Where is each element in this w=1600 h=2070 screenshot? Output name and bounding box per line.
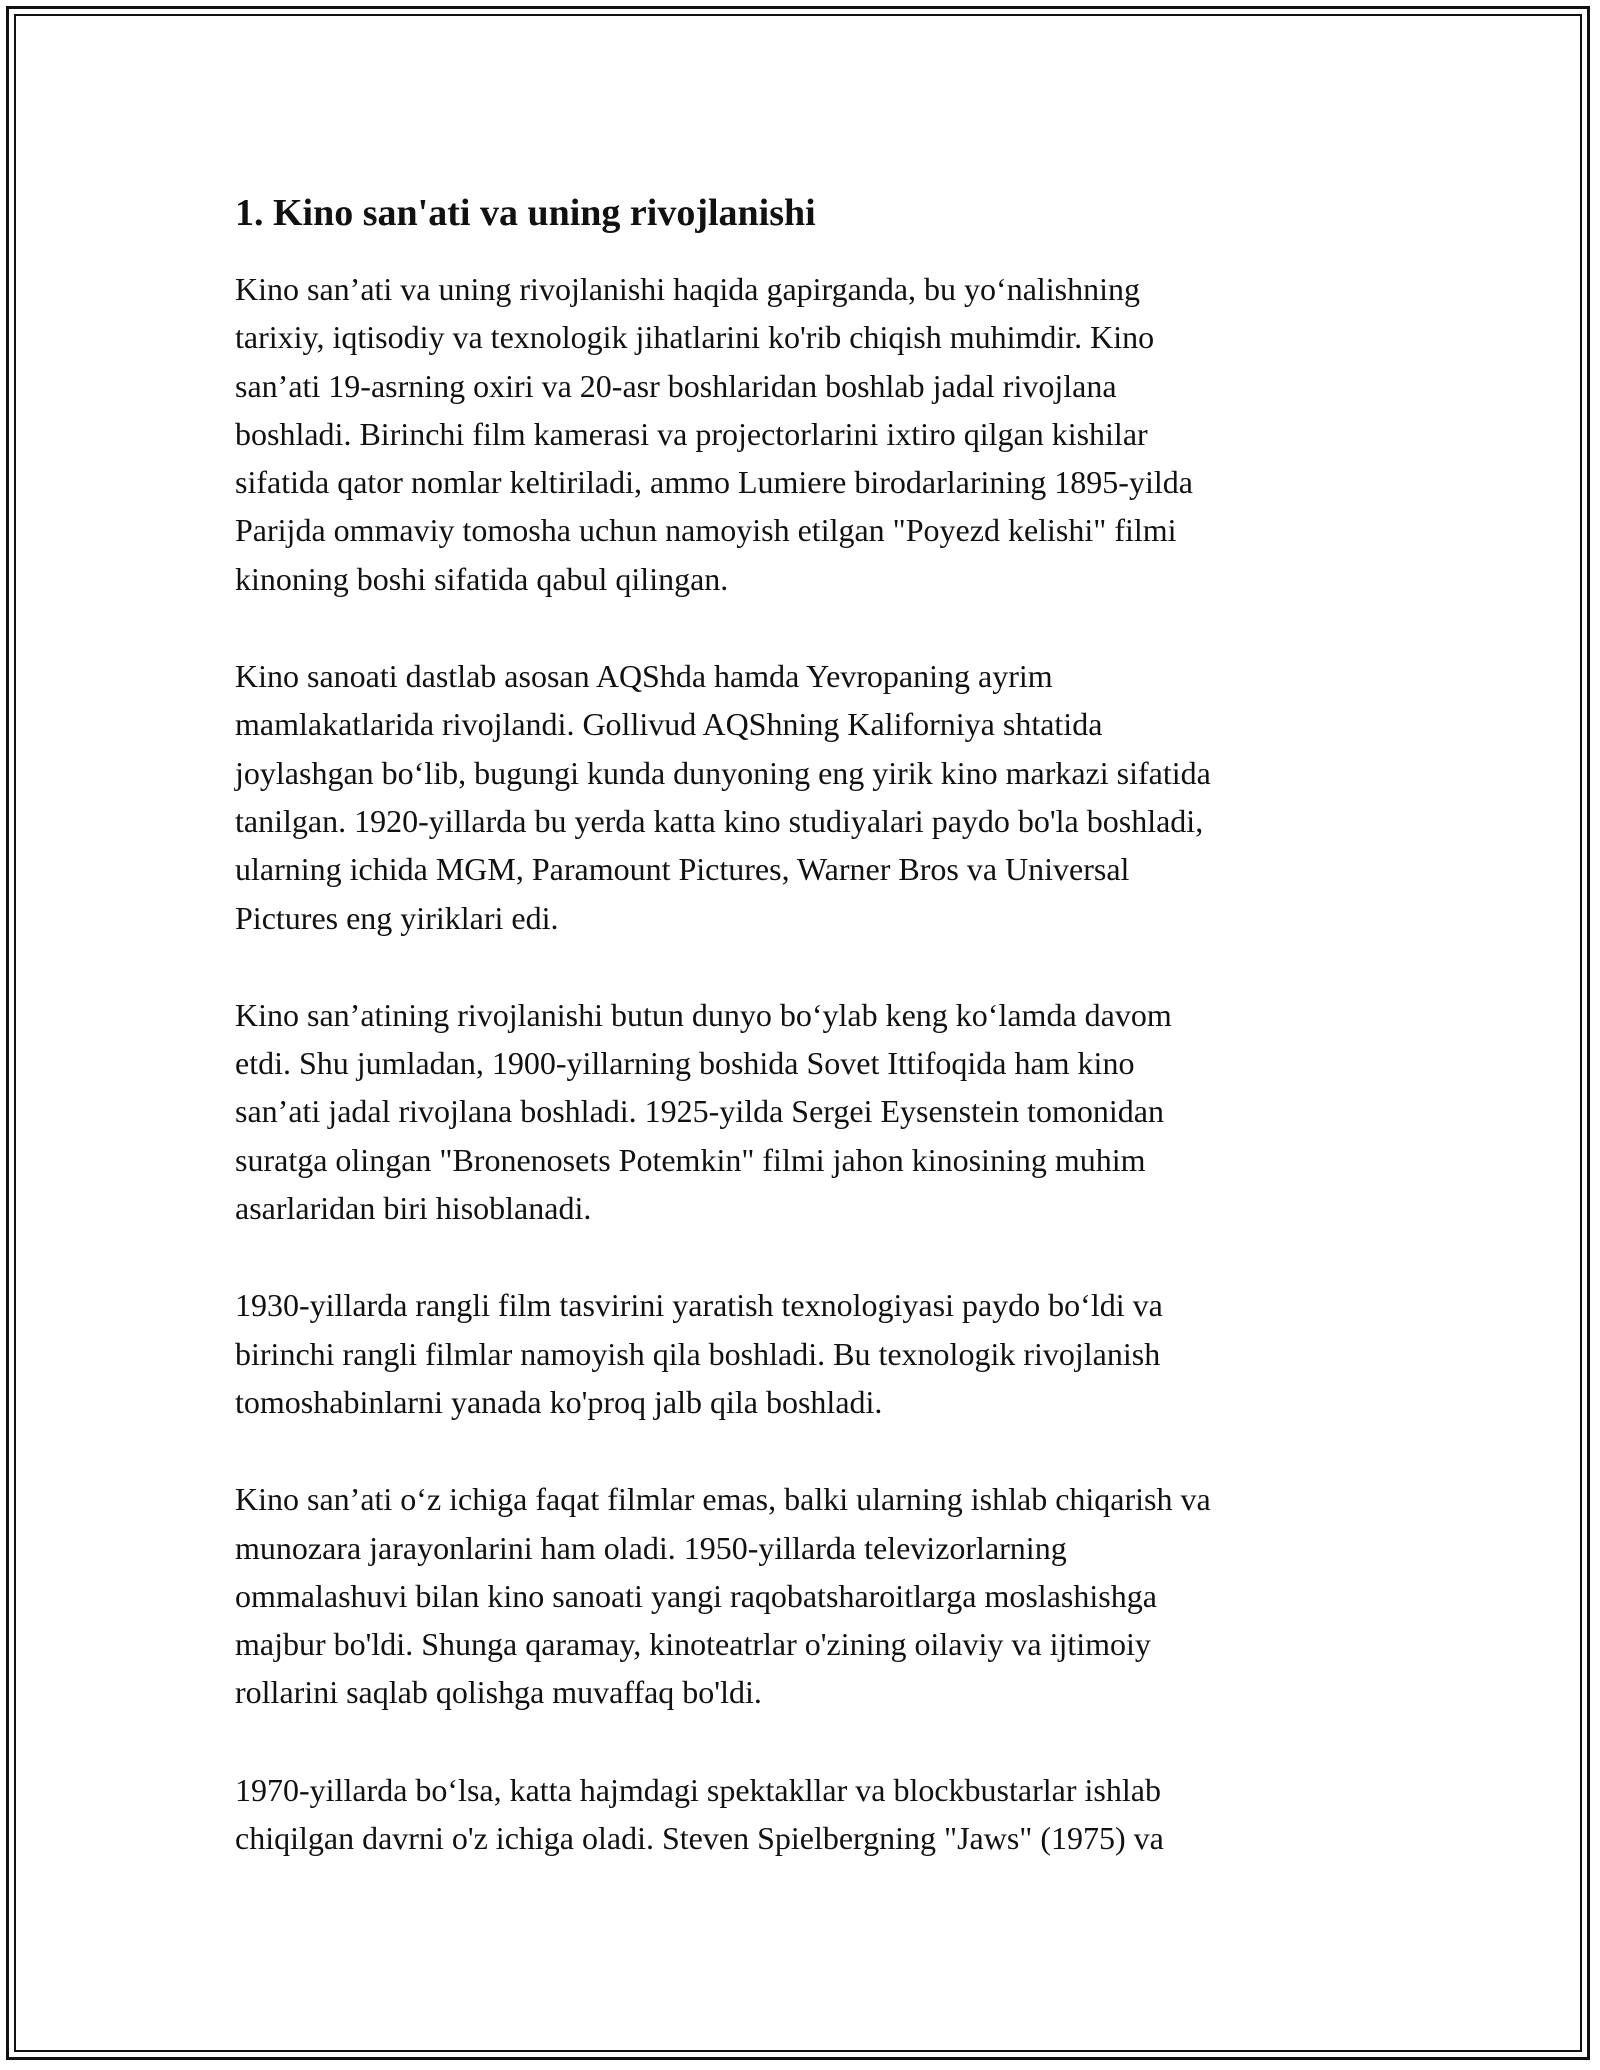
section-heading: 1. Kino san'ati va uning rivojlanishi bbox=[235, 192, 816, 234]
paragraph-4 bbox=[235, 1281, 1365, 1426]
text-line: munozara jarayonlarini ham oladi. 1950-yillarda televizorlarning bbox=[235, 1529, 1067, 1566]
text-line: tarixiy, iqtisodiy va texnologik jihatlarini ko'rib chiqish muhimdir. Kino bbox=[235, 319, 1155, 356]
paragraph-5 bbox=[235, 1475, 1365, 1716]
text-line: san’ati 19-asrning oxiri va 20-asr boshlaridan boshlab jadal rivojlana bbox=[235, 367, 1117, 404]
text-line: tomoshabinlarni yanada ko'proq jalb qila boshladi. bbox=[235, 1383, 883, 1420]
text-line: tanilgan. 1920-yillarda bu yerda katta kino studiyalari paydo bo'la boshladi, bbox=[235, 802, 1204, 839]
text-line: Pictures eng yiriklari edi. bbox=[235, 899, 559, 936]
text-line: Kino sanoati dastlab asosan AQShda hamda Yevropaning ayrim bbox=[235, 658, 1053, 695]
text-line: rollarini saqlab qolishga muvaffaq bo'ldi. bbox=[235, 1674, 762, 1711]
text-line: boshladi. Birinchi film kamerasi va projectorlarini ixtiro qilgan kishilar bbox=[235, 415, 1148, 452]
text-line: 1970-yillarda bo‘lsa, katta hajmdagi spektakllar va blockbustarlar ishlab bbox=[235, 1771, 1161, 1808]
text-line: ommalashuvi bilan kino sanoati yangi raqobatsharoitlarga moslashishga bbox=[235, 1577, 1157, 1614]
text-line: Kino san’ati o‘z ichiga faqat filmlar emas, balki ularning ishlab chiqarish va bbox=[235, 1481, 1211, 1518]
paragraph-2 bbox=[235, 652, 1365, 942]
text-line: chiqilgan davrni o'z ichiga oladi. Steven Spielbergning "Jaws" (1975) va bbox=[235, 1820, 1164, 1857]
text-line: Kino san’ati va uning rivojlanishi haqida gapirganda, bu yo‘nalishning bbox=[235, 271, 1141, 307]
text-line: sifatida qator nomlar keltiriladi, ammo Lumiere birodarlarining 1895-yilda bbox=[235, 464, 1193, 501]
text-line: Parijda ommaviy tomosha uchun namoyish etilgan "Poyezd kelishi" filmi bbox=[235, 512, 1177, 549]
paragraph-1 bbox=[235, 265, 1365, 603]
text-line: asarlaridan biri hisoblanadi. bbox=[235, 1190, 592, 1227]
text-line: san’ati jadal rivojlana boshladi. 1925-yilda Sergei Eysenstein tomonidan bbox=[235, 1093, 1164, 1130]
paragraph-6 bbox=[235, 1766, 1365, 1863]
text-line: etdi. Shu jumladan, 1900-yillarning boshida Sovet Ittifoqida ham kino bbox=[235, 1045, 1135, 1082]
text-line: majbur bo'ldi. Shunga qaramay, kinoteatrlar o'zining oilaviy va ijtimoiy bbox=[235, 1626, 1151, 1663]
text-line: mamlakatlarida rivojlandi. Gollivud AQShning Kaliforniya shtatida bbox=[235, 706, 1103, 743]
text-line: joylashgan bo‘lib, bugungi kunda dunyoning eng yirik kino markazi sifatida bbox=[235, 754, 1211, 791]
document-body bbox=[235, 185, 1365, 1911]
text-line: Kino san’atining rivojlanishi butun dunyo bo‘ylab keng ko‘lamda davom bbox=[235, 996, 1172, 1033]
text-line: kinoning boshi sifatida qabul qilingan. bbox=[235, 560, 729, 597]
text-line: suratga olingan "Bronenosets Potemkin" filmi jahon kinosining muhim bbox=[235, 1141, 1146, 1178]
text-line: 1930-yillarda rangli film tasvirini yaratish texnologiyasi paydo bo‘ldi va bbox=[235, 1287, 1163, 1324]
paragraph-3 bbox=[235, 991, 1365, 1232]
text-line: birinchi rangli filmlar namoyish qila boshladi. Bu texnologik rivojlanish bbox=[235, 1335, 1161, 1372]
text-line: ularning ichida MGM, Paramount Pictures, Warner Bros va Universal bbox=[235, 851, 1130, 888]
